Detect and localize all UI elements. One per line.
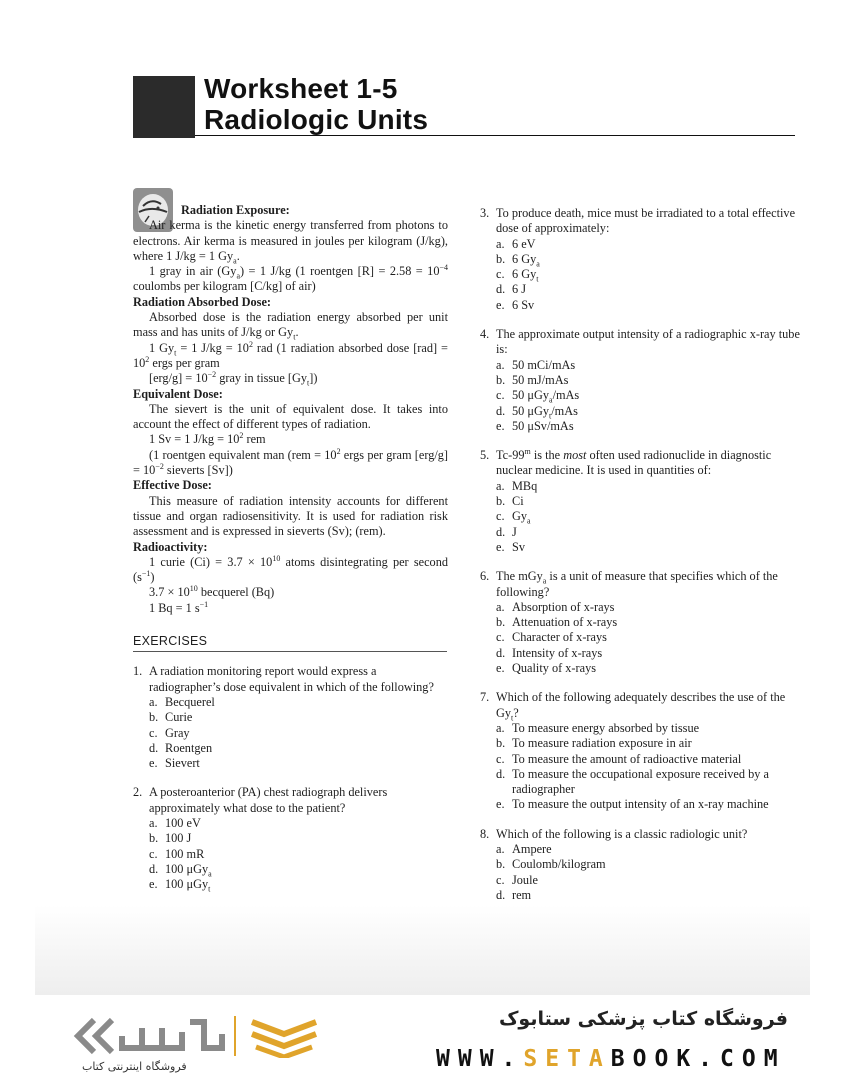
heading-effective-dose: Effective Dose: <box>133 478 212 493</box>
option: d. 100 μGy$_a$ <box>149 861 212 879</box>
para-roentgen-equivalent: (1 roentgen equivalent man ($rem = 10^2$ ergs per gram $[erg/g] = 10^{-2}$ sieverts [Sv]) <box>133 446 449 478</box>
para-erg-g: $[erg/g] = 10^{-2}$ gray in tissue $[Gy_t]$) <box>149 370 318 388</box>
option: c. To measure the amount of radioactive material <box>496 751 742 766</box>
question-2: 2. A posteroanterior (PA) chest radiograph delivers approximately what dose to the patient? a. 100 eV b. 100 J c. 100 mR d. 100 μGy$_a$ e. 100 μGy$_t$ <box>133 785 448 892</box>
right-column <box>480 206 800 918</box>
question-5: 5. Tc-99$^m$ is the most often used radionuclide in diagnostic nuclear medicine. It is used in quantities of: a. MBq b. Ci c. $Gy_a$ d. J e. Sv <box>480 448 800 555</box>
heading-radioactivity: Radioactivity: <box>133 539 208 554</box>
option: c. Character of x-rays <box>496 630 607 645</box>
question-3: 3. To produce death, mice must be irradiated to a total effective dose of approximately: a. 6 eV b. 6 $Gy_a$ c. 6 $Gy_t$ d. 6 J e. 6 Sv <box>480 206 800 313</box>
option: e. Sievert <box>149 756 200 771</box>
option: c. 100 mR <box>149 846 205 861</box>
option: b. Attenuation of x-rays <box>496 615 618 630</box>
option: c. Gray <box>149 725 190 740</box>
para-bq: 1 Bq = 1 $s^{-1}$ <box>149 599 209 615</box>
para-gy-rad: 1 $Gy_t = 1$ $J/kg = 10^2$ rad (1 radiation absorbed dose $[rad] = 10^2$ ergs per gram <box>133 339 448 370</box>
option: a. 6 eV <box>496 236 536 251</box>
option: b. 100 J <box>149 831 192 846</box>
shop-name: فروشگاه کتاب پزشکی ستابوک <box>498 1008 788 1030</box>
heading-absorbed-dose: Radiation Absorbed Dose: <box>133 294 272 309</box>
para-absorbed-dose: Absorbed dose is the radiation energy absorbed per unit mass and has units of J/kg or $Gy_t$. <box>133 310 448 342</box>
option: e. 100 μGy$_t$ <box>149 877 211 894</box>
option: b. 6 $Gy_a$ <box>496 251 540 269</box>
option: e. Sv <box>496 539 525 554</box>
page-bottom-fade <box>35 905 810 995</box>
option: a. Becquerel <box>149 694 215 709</box>
option: c. 50 μGy$_a$/mAs <box>496 388 580 405</box>
website-url[interactable]: WWW.SETABOOK.COM <box>436 1046 786 1072</box>
question-8: 8. Which of the following is a classic radiologic unit? a. Ampere b. Coulomb/kilogram c. Joule d. rem <box>480 827 800 919</box>
option: b. Ci <box>496 494 524 509</box>
option: d. 6 J <box>496 282 527 297</box>
para-curie: 1 curie $(Ci) = 3.7 \times 10^{10}$ atoms disintegrating per second $(s^{-1})$ <box>133 553 448 585</box>
question-6: 6. The mGy$_a$ is a unit of measure that specifies which of the following? a. Absorption of x-rays b. Attenuation of x-rays c. Character of x-rays d. Intensity of x-rays e. Quality of x-rays <box>480 569 800 676</box>
option: b. To measure radiation exposure in air <box>496 736 692 751</box>
para-sievert: The sievert is the unit of equivalent dose. It takes into account the effect of different types of radiation. <box>133 401 448 432</box>
option: a. Absorption of x-rays <box>496 599 615 614</box>
logo-tagline: فروشگاه اینترنتی کتاب <box>82 1060 187 1073</box>
option: d. J <box>496 524 517 539</box>
option: e. 6 Sv <box>496 297 535 312</box>
option: a. Ampere <box>496 841 552 856</box>
option: d. Intensity of x-rays <box>496 645 603 660</box>
left-column <box>133 203 448 892</box>
option: e. Quality of x-rays <box>496 661 597 676</box>
para-air-kerma: Air kerma is the kinetic energy transferred from photons to electrons. Air kerma is measured in joules per kilogram (J/kg), where 1 J/kg = 1 $Gy_a$. <box>133 218 448 266</box>
heading-equivalent-dose: Equivalent Dose: <box>133 386 223 401</box>
title-rule <box>195 135 795 136</box>
setabook-logo[interactable] <box>72 1014 342 1063</box>
para-effective-dose: This measure of radiation intensity accounts for different tissue and organ radiosensitivity. It is used for radiation risk assessment and is expressed in sieverts (Sv); (rem). <box>133 493 448 539</box>
option: a. 100 eV <box>149 815 201 830</box>
title-line-1: Worksheet 1-5 <box>204 73 398 104</box>
para-sv-rem: 1 Sv = 1 $J/kg = 10^2$ rem <box>149 431 266 447</box>
option: b. 50 mJ/mAs <box>496 372 569 387</box>
option: d. 50 μGy$_t$/mAs <box>496 403 578 421</box>
title-block-decor <box>133 76 195 138</box>
option: d. rem <box>496 887 532 902</box>
title-line-2: Radiologic Units <box>204 104 429 135</box>
option: c. $Gy_a$ <box>496 509 531 526</box>
option: e. 50 μSv/mAs <box>496 418 574 433</box>
question-4: 4. The approximate output intensity of a radiographic x-ray tube is: a. 50 mCi/mAs b. 50 mJ/mAs c. 50 μGy$_a$/mAs d. 50 μGy$_t$/mAs e. 50 μSv/mAs <box>480 327 800 433</box>
page-title <box>204 73 428 135</box>
option: b. Curie <box>149 710 193 725</box>
para-becquerel: $3.7 \times 10^{10}$ becquerel (Bq) <box>149 584 275 600</box>
exercises-heading: EXERCISES <box>133 634 447 652</box>
option: d. To measure the occupational exposure received by a radiographer <box>496 766 769 797</box>
para-gray-in-air: 1 gray in air $(Gy_a) = 1$ J/kg (1 roentgen $[R] = 2.58 = 10^{-4}$ coulombs per kilogram [C/kg] of air) <box>133 263 448 294</box>
option: a. To measure energy absorbed by tissue <box>496 720 700 735</box>
question-1: 1. A radiation monitoring report would express a radiographer’s dose equivalent in which of the following? a. Becquerel b. Curie c. Gray d. Roentgen e. Sievert <box>133 664 448 771</box>
question-7: 7. Which of the following adequately describes the use of the $Gy_t$? a. To measure energy absorbed by tissue b. To measure radiation exposure in air c. To measure the amount of radioactive material d. To measure the occupational exposure received by a radiographer e. To measure the output intensity of an x-ray machine <box>480 690 800 812</box>
option: a. 50 mCi/mAs <box>496 357 576 372</box>
option: b. Coulomb/kilogram <box>496 857 606 872</box>
option: d. Roentgen <box>149 740 213 755</box>
heading-radiation-exposure: Radiation Exposure: <box>181 203 290 217</box>
option: c. Joule <box>496 872 538 887</box>
option: a. MBq <box>496 478 538 493</box>
option: e. To measure the output intensity of an x-ray machine <box>496 797 769 812</box>
option: c. 6 $Gy_t$ <box>496 267 539 284</box>
